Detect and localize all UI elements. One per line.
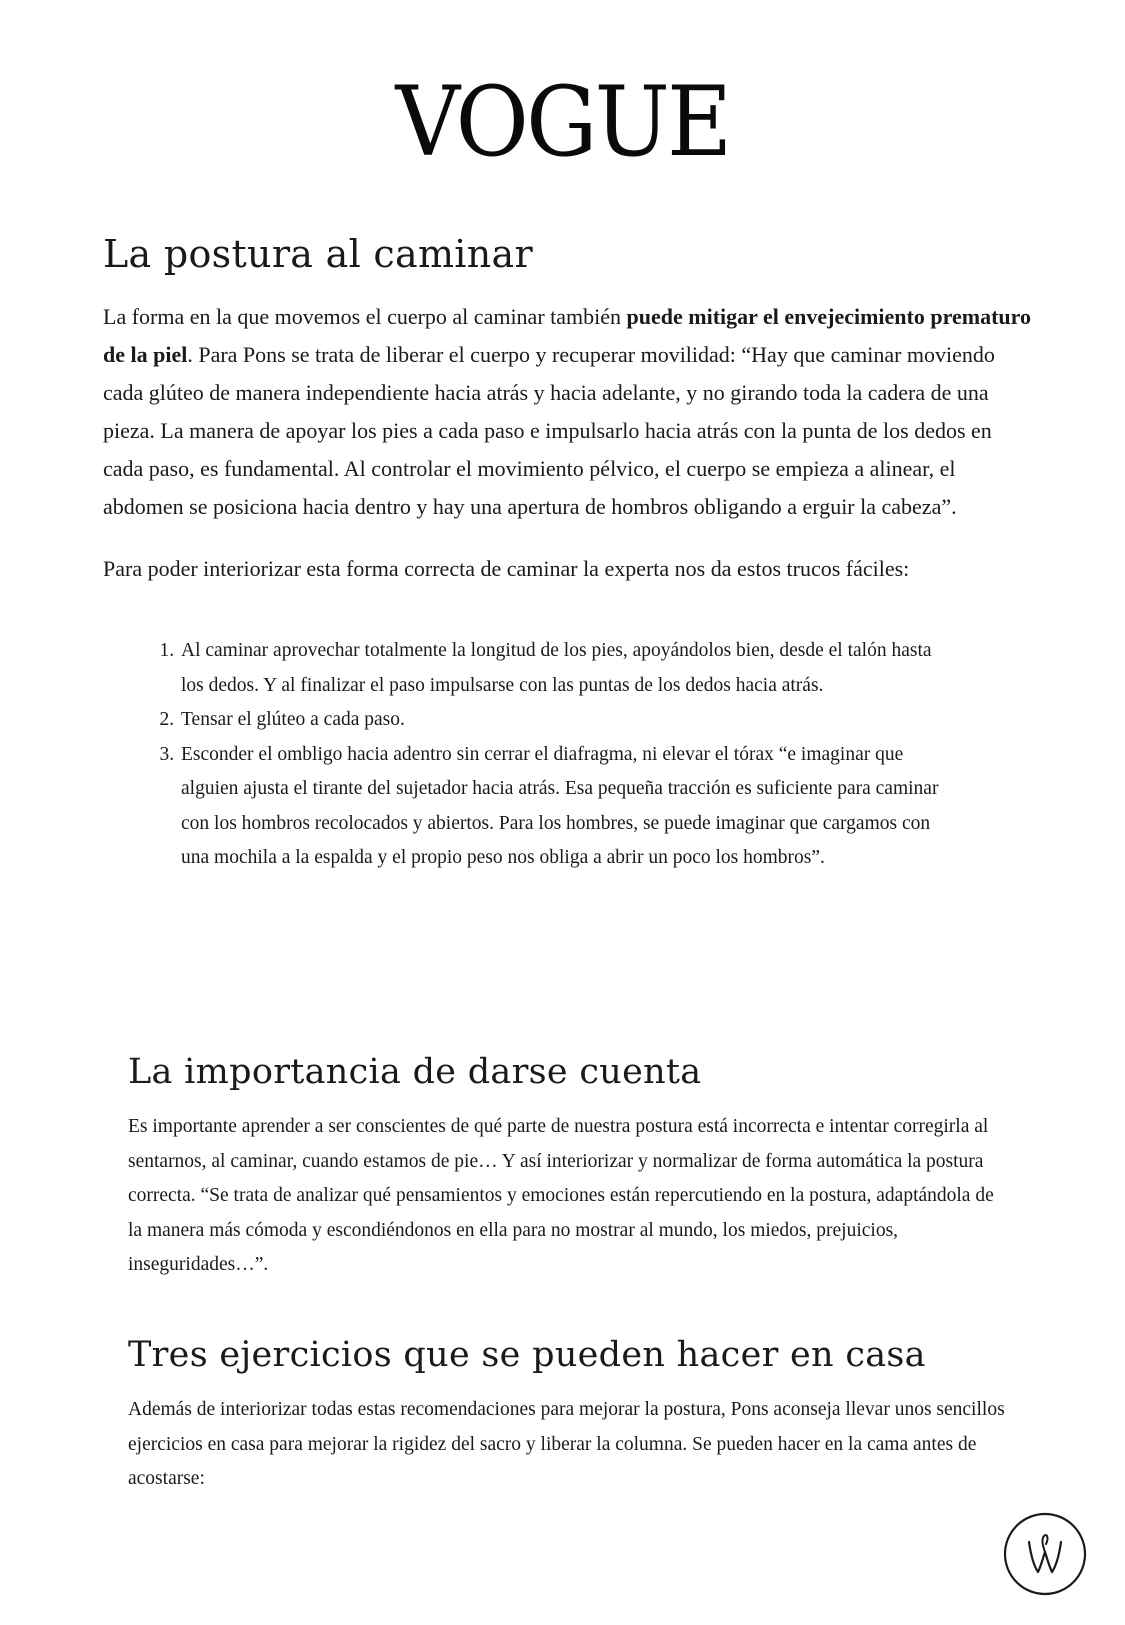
paragraph — [103, 298, 1033, 526]
section-home-exercises — [128, 1333, 1008, 1497]
w-monogram-icon — [1003, 1512, 1087, 1596]
section-awareness — [128, 1050, 1008, 1283]
paragraph: Para poder interiorizar esta forma correcta de caminar la experta nos da estos trucos fáciles: — [103, 556, 910, 581]
section-walking-posture — [103, 230, 1033, 876]
list-item: 2. Tensar el glúteo a cada paso. — [179, 703, 959, 738]
paragraph: Es importante aprender a ser conscientes de qué parte de nuestra postura está incorrecta e intentar corregirla al sentarnos, al caminar, cuando estamos de pie… Y así interiorizar y normalizar de forma automática la postura correcta. “Se trata de analizar qué pensamientos y emociones están repercutiendo en la postura, adaptándola de la manera más cómoda y escondiéndonos en ella para no mostrar al mundo, los miedos, prejuicios, inseguridades…”. — [128, 1116, 994, 1275]
paragraph-bold-text: puede mitigar el envejecimiento prematuro de la piel — [103, 304, 1031, 367]
tips-list — [157, 634, 959, 876]
paragraph: Además de interiorizar todas estas recomendaciones para mejorar la postura, Pons aconseja llevar unos sencillos ejercicios en casa para mejorar la rigidez del sacro y liberar la columna. Se pueden hacer en la cama antes de acostarse: — [128, 1399, 1005, 1489]
section-heading: Tres ejercicios que se pueden hacer en casa — [128, 1335, 926, 1375]
paragraph-text: La forma en la que movemos el cuerpo al caminar también — [103, 304, 627, 329]
list-item: 1. Al caminar aprovechar totalmente la longitud de los pies, apoyándolos bien, desde el talón hasta los dedos. Y al finalizar el paso impulsarse con las puntas de los dedos hacia atrás. — [179, 634, 959, 703]
vogue-logo: VOGUE — [395, 66, 730, 178]
list-item: 3. Esconder el ombligo hacia adentro sin cerrar el diafragma, ni elevar el tórax “e imaginar que alguien ajusta el tirante del sujetador hacia atrás. Esa pequeña tracción es suficiente para caminar con los hombros recolocados y abiertos. Para los hombres, se puede imaginar que cargamos con una mochila a la espalda y el propio peso nos obliga a abrir un poco los hombros”. — [179, 738, 959, 876]
paragraph-text: . Para Pons se trata de liberar el cuerpo y recuperar movilidad: “Hay que caminar moviendo cada glúteo de manera independiente hacia atrás y hacia adelante, y no girando toda la cadera de una pieza. La manera de apoyar los pies a cada paso e impulsarlo hacia atrás con la punta de los dedos en cada paso, es fundamental. Al controlar el movimiento pélvico, el cuerpo se empieza a alinear, el abdomen se posiciona hacia dentro y hay una apertura de hombros obligando a erguir la cabeza”. — [103, 342, 995, 519]
section-heading: La postura al caminar — [103, 232, 533, 276]
section-heading: La importancia de darse cuenta — [128, 1052, 702, 1092]
